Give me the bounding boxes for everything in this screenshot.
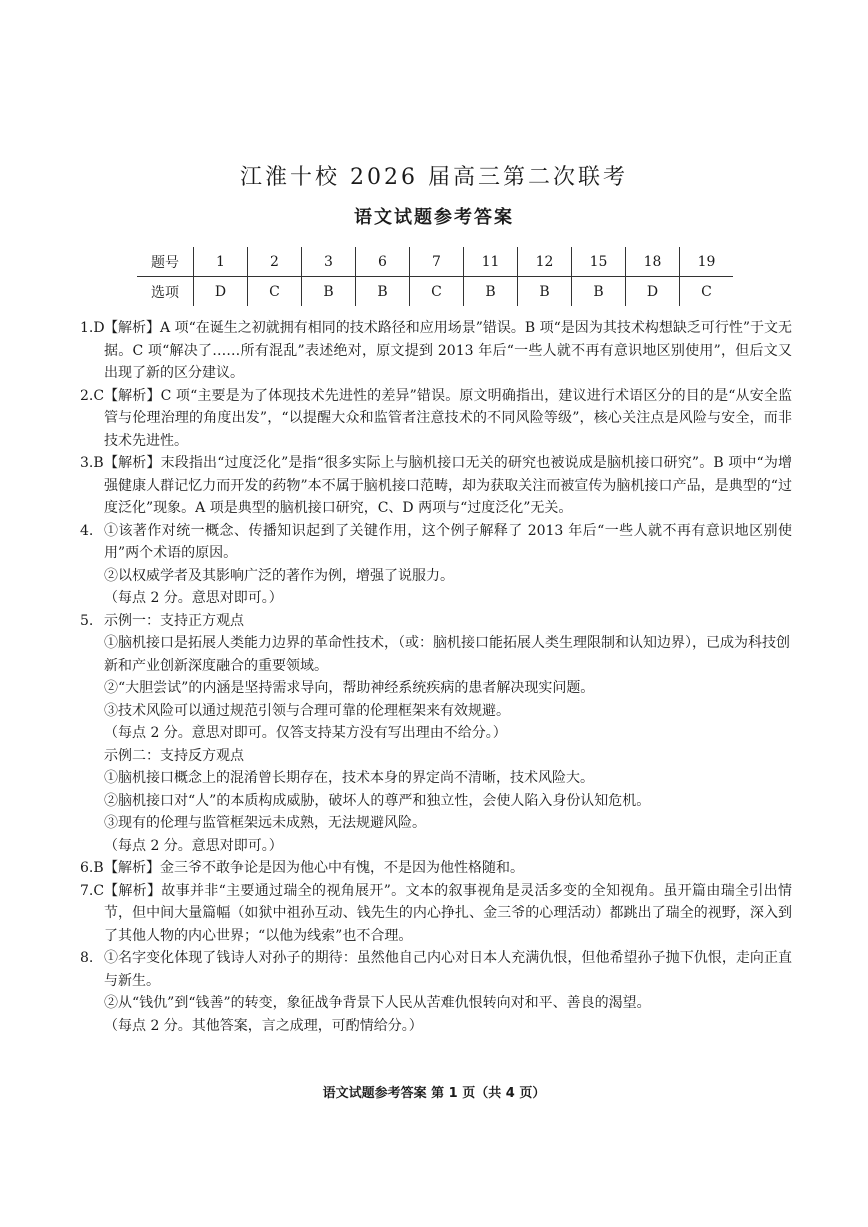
question-cell: 6 [356,247,410,277]
answer-cell: B [356,277,410,307]
item-5-paragraph: 示例二：支持反方观点 [104,747,244,764]
item-8-point-2: ②从“钱仇”到“钱善”的转变，象征战争背景下人民从苦难仇恨转向对和平、善良的渴望。 [104,995,651,1011]
item-text: 【解析】故事并非“主要通过瑞全的视角展开”。文本的叙事视角是灵活多变的全知视角。虽开篇由瑞全引出情节，但中间大量篇幅（如狱中祖孙互动、钱先生的内心挣扎、金三爷的心理活动）都跳出了瑞全的视野，深入到了其他人物的内心世界；“以他为线索”也不合理。 [104,882,792,944]
answer-cell: C [248,277,302,307]
row-label-option: 选项 [151,284,179,301]
page-footer: 语文试题参考答案 第 1 页（共 4 页） [322,1086,546,1101]
answer-cell: B [464,277,518,307]
row-label-question: 题号 [137,247,194,277]
answer-table [137,247,733,306]
item-text: 示例一：支持正方观点 [104,612,244,629]
item-number: 2.C [80,387,105,404]
item-number: 1.D [80,320,105,336]
item-5-paragraph: ①脑机接口概念上的混淆曾长期存在，技术本身的界定尚不清晰，技术风险大。 [104,770,594,786]
answer-item-6 [80,857,792,880]
answer-item-5 [80,610,792,633]
item-5-paragraph: ③技术风险可以通过规范引领与合理可靠的伦理框架来有效规避。 [104,702,510,719]
item-text: 【解析】A 项“在诞生之初就拥有相同的技术路径和应用场景”错误。B 项“是因为其技术构想缺乏可行性”于文无据。C 项“解决了……所有混乱”表述绝对，原文提到 2013 年后“一些人就不再有意识地区别使用”，但后文又出现了新的区分建议。 [104,320,792,381]
item-5-paragraph: ②脑机接口对“人”的本质构成威胁，破坏人的尊严和独立性，会使人陷入身份认知危机。 [104,792,651,809]
answer-cell: B [572,277,626,307]
question-cell: 12 [518,247,572,277]
answer-option-row [137,277,733,307]
question-cell: 11 [464,247,518,277]
question-cell: 15 [572,247,626,277]
item-number: 6.B [80,860,104,876]
item-5-paragraph: ②“大胆尝试”的内涵是坚持需求导向，帮助神经系统疾病的患者解决现实问题。 [104,680,595,696]
page-subtitle: 语文试题参考答案 [354,207,514,228]
item-5-paragraph: ①脑机接口是拓展人类能力边界的革命性技术，（或：脑机接口能拓展人类生理限制和认知边界），已成为科技创新和产业创新深度融合的重要领域。 [104,635,790,674]
answer-item-8 [80,947,792,992]
item-text: ①该著作对统一概念、传播知识起到了关键作用，这个例子解释了 2013 年后“一些人就不再有意识地区别使用”两个术语的原因。 [104,522,792,561]
item-text: 【解析】金三爷不敢争论是因为他心中有愧，不是因为他性格随和。 [104,860,524,876]
answer-cell: D [626,277,680,307]
question-cell: 1 [194,247,248,277]
item-5-paragraph: ③现有的伦理与监管框架远未成熟，无法规避风险。 [104,815,426,831]
question-cell: 3 [302,247,356,277]
item-number: 4. [80,522,94,539]
scoring-note: （每点 2 分。意思对即可。仅答支持某方没有写出理由不给分。） [104,725,507,741]
answer-cell: D [194,277,248,307]
answer-item-2 [80,385,792,453]
answer-cell: B [518,277,572,307]
item-text: 【解析】C 项“主要是为了体现技术先进性的差异”错误。原文明确指出，建议进行术语区分的目的是“从安全监管与伦理治理的角度出发”，“以提醒大众和监管者注意技术的不同风险等级”，核心关注点是风险与安全，而非技术先进性。 [104,387,792,449]
item-number: 5. [80,612,94,629]
question-cell: 2 [248,247,302,277]
answer-item-1 [80,317,792,385]
scoring-note: （每点 2 分。其他答案，言之成理，可酌情给分。） [104,1017,423,1034]
item-number: 8. [80,950,94,966]
question-number-row [137,247,733,277]
item-text: ①名字变化体现了钱诗人对孙子的期待：虽然他自己内心对日本人充满仇恨，但他希望孙子抛下仇恨，走向正直与新生。 [104,950,792,989]
answer-cell: C [680,277,734,307]
item-text: 【解析】末段指出“过度泛化”是指“很多实际上与脑机接口无关的研究也被说成是脑机接口研究”。B 项中“为增强健康人群记忆力而开发的药物”本不属于脑机接口范畴，却为获取关注而被宣传为脑机接口产品，是典型的“过度泛化”现象。A 项是典型的脑机接口研究，C、D 两项与“过度泛化”无关。 [104,455,792,516]
item-number: 7.C [80,882,105,899]
scoring-note: （每点 2 分。意思对即可。） [104,590,283,606]
question-cell: 7 [410,247,464,277]
page-title: 江淮十校 2026 届高三第二次联考 [240,165,628,190]
item-number: 3.B [80,455,104,471]
item-4-point-2: ②以权威学者及其影响广泛的著作为例，增强了说服力。 [104,567,454,584]
question-cell: 18 [626,247,680,277]
answer-item-7 [80,880,792,948]
question-cell: 19 [680,247,734,277]
answer-cell: C [410,277,464,307]
answer-item-4 [80,520,792,565]
scoring-note: （每点 2 分。意思对即可。） [104,837,283,854]
answer-body [80,317,792,1037]
answer-cell: B [302,277,356,307]
answer-item-3 [80,452,792,520]
